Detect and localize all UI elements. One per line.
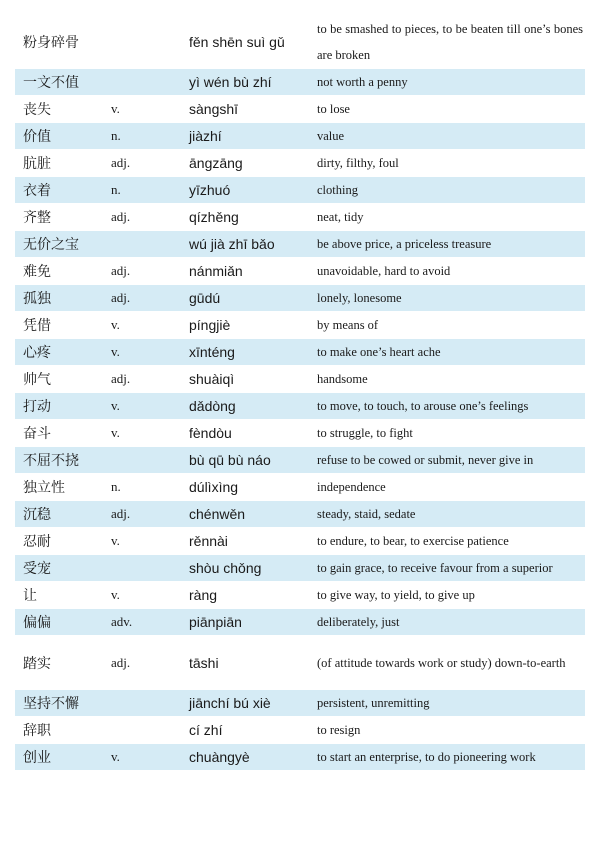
vocab-row — [15, 231, 585, 258]
vocab-definition: to gain grace, to receive favour from a superior — [317, 561, 553, 575]
vocab-word: 忍耐 — [23, 534, 51, 550]
vocab-pinyin: píngjiè — [189, 317, 231, 333]
vocab-definition: clothing — [317, 183, 358, 197]
vocab-definition: neat, tidy — [317, 210, 364, 224]
vocab-definition: (of attitude towards work or study) down-to-earth — [317, 655, 566, 670]
vocab-row — [15, 636, 585, 690]
vocab-row — [15, 447, 585, 474]
vocab-word: 孤独 — [23, 291, 51, 307]
vocab-pinyin: cí zhí — [189, 722, 223, 738]
vocab-word: 衣着 — [23, 183, 51, 199]
vocab-pos: adv. — [111, 614, 133, 629]
vocab-row — [15, 177, 585, 204]
vocabulary-table — [15, 15, 585, 771]
vocab-pos: adj. — [111, 506, 131, 521]
vocab-word: 踏实 — [23, 655, 51, 672]
vocab-definition: by means of — [317, 318, 379, 332]
vocab-word: 辞职 — [23, 723, 51, 739]
vocab-pos: v. — [111, 749, 120, 764]
vocab-pinyin: yì wén bù zhí — [189, 74, 272, 90]
vocab-row — [15, 366, 585, 393]
vocab-pinyin: gūdú — [189, 290, 221, 306]
vocab-pos: n. — [111, 182, 121, 197]
vocab-pinyin: āngzāng — [189, 155, 243, 171]
vocab-row — [15, 339, 585, 366]
vocab-definition: be above price, a priceless treasure — [317, 237, 492, 251]
vocab-pinyin: shòu chǒng — [189, 560, 262, 576]
vocab-row — [15, 15, 585, 69]
vocab-row — [15, 744, 585, 771]
vocab-definition: to be smashed to pieces, to be beaten till one’s bones are broken — [317, 21, 583, 62]
vocab-row — [15, 285, 585, 312]
vocab-word: 丧失 — [23, 102, 51, 118]
vocab-pos: adj. — [111, 155, 131, 170]
vocab-word: 坚持不懈 — [23, 696, 79, 712]
vocab-pinyin: yīzhuó — [189, 182, 231, 198]
vocab-word: 难免 — [23, 264, 51, 280]
vocab-word: 打动 — [23, 399, 51, 415]
vocab-definition: not worth a penny — [317, 75, 408, 89]
vocab-pinyin: chuàngyè — [189, 749, 250, 765]
vocab-word: 价值 — [23, 129, 51, 145]
vocab-word: 一文不值 — [23, 75, 79, 91]
vocab-row — [15, 312, 585, 339]
vocab-pinyin: jiānchí bú xiè — [189, 695, 271, 711]
vocab-word: 沉稳 — [23, 507, 51, 523]
vocab-pos: adj. — [111, 371, 131, 386]
vocab-word: 受宠 — [23, 561, 51, 577]
vocab-pos: v. — [111, 425, 120, 440]
vocab-definition: deliberately, just — [317, 615, 400, 629]
vocab-pinyin: shuàiqì — [189, 371, 235, 387]
vocab-definition: unavoidable, hard to avoid — [317, 264, 451, 278]
vocab-pos: n. — [111, 479, 121, 494]
vocab-pinyin: jiàzhí — [189, 128, 222, 144]
vocab-pos: adj. — [111, 654, 131, 670]
vocab-word: 凭借 — [23, 318, 51, 334]
vocab-row — [15, 501, 585, 528]
vocab-word: 让 — [23, 588, 37, 604]
vocab-definition: steady, staid, sedate — [317, 507, 416, 521]
vocab-row — [15, 555, 585, 582]
vocab-row — [15, 393, 585, 420]
vocab-row — [15, 582, 585, 609]
vocab-pos: v. — [111, 101, 120, 116]
vocab-row — [15, 528, 585, 555]
vocab-pinyin: nánmiǎn — [189, 263, 243, 279]
vocab-pos: n. — [111, 128, 121, 143]
vocab-definition: to move, to touch, to arouse one’s feelings — [317, 399, 529, 413]
vocab-word: 粉身碎骨 — [23, 34, 79, 51]
vocab-word: 心疼 — [23, 345, 51, 361]
vocab-row — [15, 258, 585, 285]
vocab-word: 独立性 — [23, 480, 65, 496]
vocab-row — [15, 609, 585, 636]
vocab-pinyin: tāshi — [189, 654, 219, 671]
vocab-pinyin: bù qū bù náo — [189, 452, 271, 468]
vocab-word: 帅气 — [23, 372, 51, 388]
vocab-row — [15, 150, 585, 177]
vocab-word: 不屈不挠 — [23, 453, 79, 469]
vocab-pinyin: ràng — [189, 587, 218, 603]
vocab-pos: v. — [111, 587, 120, 602]
vocab-definition: lonely, lonesome — [317, 291, 402, 305]
vocab-pos: adj. — [111, 290, 131, 305]
vocab-row — [15, 690, 585, 717]
vocab-row — [15, 420, 585, 447]
vocab-pinyin: fěn shēn suì gǔ — [189, 33, 285, 50]
vocab-pinyin: dǎdòng — [189, 398, 236, 414]
vocab-definition: to give way, to yield, to give up — [317, 588, 475, 602]
vocab-definition: persistent, unremitting — [317, 696, 430, 710]
vocab-pinyin: wú jià zhī bǎo — [189, 236, 275, 252]
vocab-pinyin: dúlìxìng — [189, 479, 239, 495]
vocab-word: 齐整 — [23, 210, 51, 226]
vocab-word: 创业 — [23, 750, 51, 766]
vocab-row — [15, 69, 585, 96]
vocab-pinyin: rěnnài — [189, 533, 228, 549]
vocab-definition: dirty, filthy, foul — [317, 156, 399, 170]
vocab-definition: value — [317, 129, 345, 143]
vocab-definition: refuse to be cowed or submit, never give in — [317, 453, 534, 467]
vocab-definition: to endure, to bear, to exercise patience — [317, 534, 509, 548]
vocab-pos: adj. — [111, 209, 131, 224]
vocab-row — [15, 474, 585, 501]
vocab-definition: to resign — [317, 723, 361, 737]
vocab-word: 奋斗 — [23, 426, 51, 442]
vocab-pos: adj. — [111, 263, 131, 278]
vocab-definition: to make one’s heart ache — [317, 345, 441, 359]
vocab-definition: to lose — [317, 102, 350, 116]
vocab-definition: to struggle, to fight — [317, 426, 413, 440]
vocab-word: 无价之宝 — [23, 237, 79, 253]
vocab-pos: v. — [111, 317, 120, 332]
vocab-row — [15, 96, 585, 123]
vocab-definition: independence — [317, 480, 386, 494]
vocab-row — [15, 204, 585, 231]
vocab-word: 肮脏 — [23, 156, 51, 172]
vocab-pinyin: sàngshī — [189, 101, 239, 117]
vocab-definition: handsome — [317, 372, 368, 386]
vocab-pos: v. — [111, 398, 120, 413]
vocab-definition: to start an enterprise, to do pioneering work — [317, 750, 536, 764]
vocab-pos: v. — [111, 344, 120, 359]
vocab-pinyin: xīnténg — [189, 344, 235, 360]
vocab-row — [15, 123, 585, 150]
vocab-pinyin: qízhěng — [189, 209, 239, 225]
vocab-word: 偏偏 — [23, 615, 51, 631]
vocab-pos: v. — [111, 533, 120, 548]
vocab-pinyin: chénwěn — [189, 506, 246, 522]
vocab-pinyin: piānpiān — [189, 614, 242, 630]
vocab-row — [15, 717, 585, 744]
vocab-pinyin: fèndòu — [189, 425, 232, 441]
